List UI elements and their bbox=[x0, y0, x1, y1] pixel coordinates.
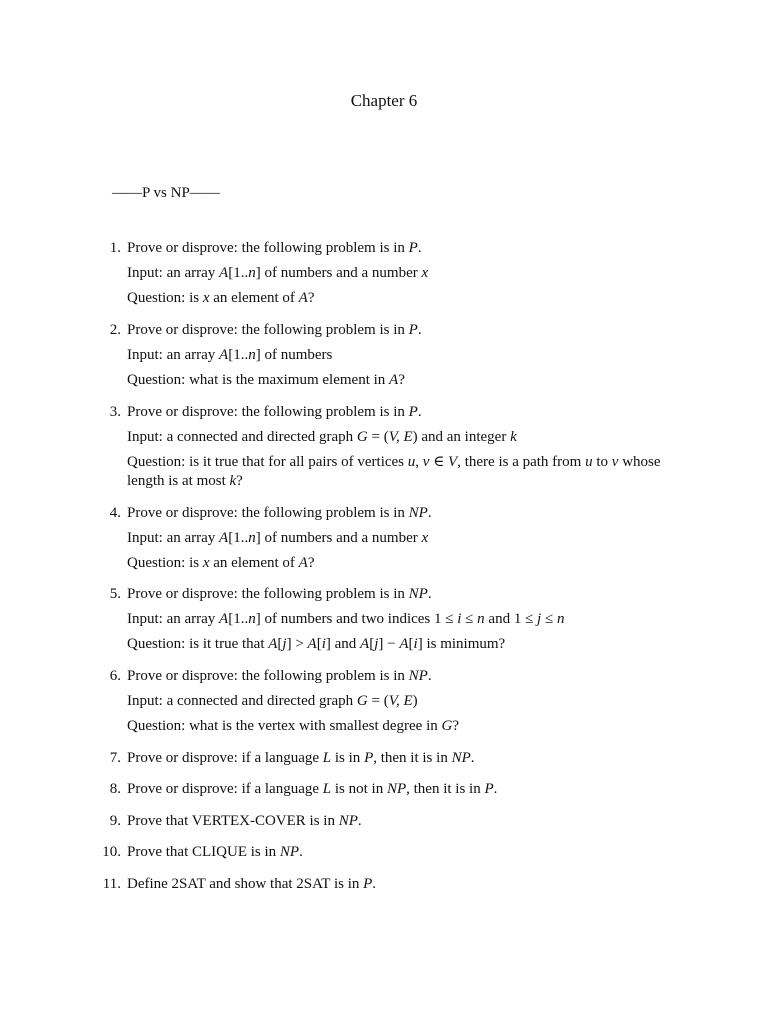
question-prompt: Prove or disprove: the following problem is in P. bbox=[127, 240, 422, 256]
question-prompt: Prove or disprove: the following problem is in NP. bbox=[127, 668, 432, 684]
question-number: 4. bbox=[109, 505, 121, 521]
question-detail: Input: a connected and directed graph G = (V, E) and an integer k bbox=[127, 429, 517, 445]
question-item-5 bbox=[109, 585, 687, 654]
question-prompt: Prove or disprove: if a language L is in P, then it is in NP. bbox=[127, 750, 475, 766]
question-detail: Question: is x an element of A? bbox=[127, 555, 315, 571]
question-detail: Input: an array A[1..n] of numbers bbox=[127, 347, 333, 363]
question-number: 8. bbox=[109, 781, 121, 797]
question-number: 7. bbox=[109, 750, 121, 766]
question-item-4 bbox=[109, 504, 687, 573]
page-title: Chapter 6 bbox=[350, 91, 418, 110]
question-item-1 bbox=[109, 239, 687, 308]
question-number: 11. bbox=[102, 876, 121, 892]
question-prompt: Prove or disprove: the following problem is in NP. bbox=[127, 505, 432, 521]
question-item-11 bbox=[102, 875, 687, 894]
question-number: 2. bbox=[109, 322, 121, 338]
question-detail: Question: is it true that A[j] > A[i] and A[j] − A[i] is minimum? bbox=[127, 636, 506, 652]
question-item-9 bbox=[109, 812, 687, 831]
question-prompt: Prove or disprove: if a language L is not in NP, then it is in P. bbox=[127, 781, 498, 797]
question-detail: Question: what is the maximum element in A? bbox=[127, 372, 405, 388]
question-prompt: Prove or disprove: the following problem is in P. bbox=[127, 322, 422, 338]
question-detail: Input: an array A[1..n] of numbers and a number x bbox=[127, 265, 429, 281]
question-detail: Question: is it true that for all pairs of vertices u, v ∈ V, there is a path from u to v whose length is at most k? bbox=[127, 454, 661, 489]
section-heading: ——P vs NP—— bbox=[112, 185, 220, 201]
question-detail: Input: an array A[1..n] of numbers and two indices 1 ≤ i ≤ n and 1 ≤ j ≤ n bbox=[127, 611, 565, 627]
question-item-8 bbox=[109, 780, 687, 799]
question-number: 3. bbox=[109, 404, 121, 420]
question-detail: Input: a connected and directed graph G = (V, E) bbox=[127, 693, 418, 709]
question-number: 1. bbox=[109, 240, 121, 256]
question-detail: Question: what is the vertex with smallest degree in G? bbox=[127, 718, 460, 734]
question-detail: Question: is x an element of A? bbox=[127, 290, 315, 306]
question-number: 6. bbox=[109, 668, 121, 684]
question-prompt: Prove or disprove: the following problem is in NP. bbox=[127, 586, 432, 602]
question-prompt: Prove that VERTEX-COVER is in NP. bbox=[127, 813, 362, 829]
question-item-2 bbox=[109, 321, 687, 390]
question-item-6 bbox=[109, 667, 687, 736]
question-prompt: Prove that CLIQUE is in NP. bbox=[127, 844, 303, 860]
question-prompt: Define 2SAT and show that 2SAT is in P. bbox=[127, 876, 377, 892]
question-number: 10. bbox=[102, 844, 121, 860]
question-item-7 bbox=[109, 749, 687, 768]
question-number: 9. bbox=[109, 813, 121, 829]
question-prompt: Prove or disprove: the following problem is in P. bbox=[127, 404, 422, 420]
question-item-3 bbox=[109, 403, 687, 491]
question-number: 5. bbox=[109, 586, 121, 602]
question-item-10 bbox=[102, 843, 687, 862]
question-detail: Input: an array A[1..n] of numbers and a number x bbox=[127, 530, 429, 546]
